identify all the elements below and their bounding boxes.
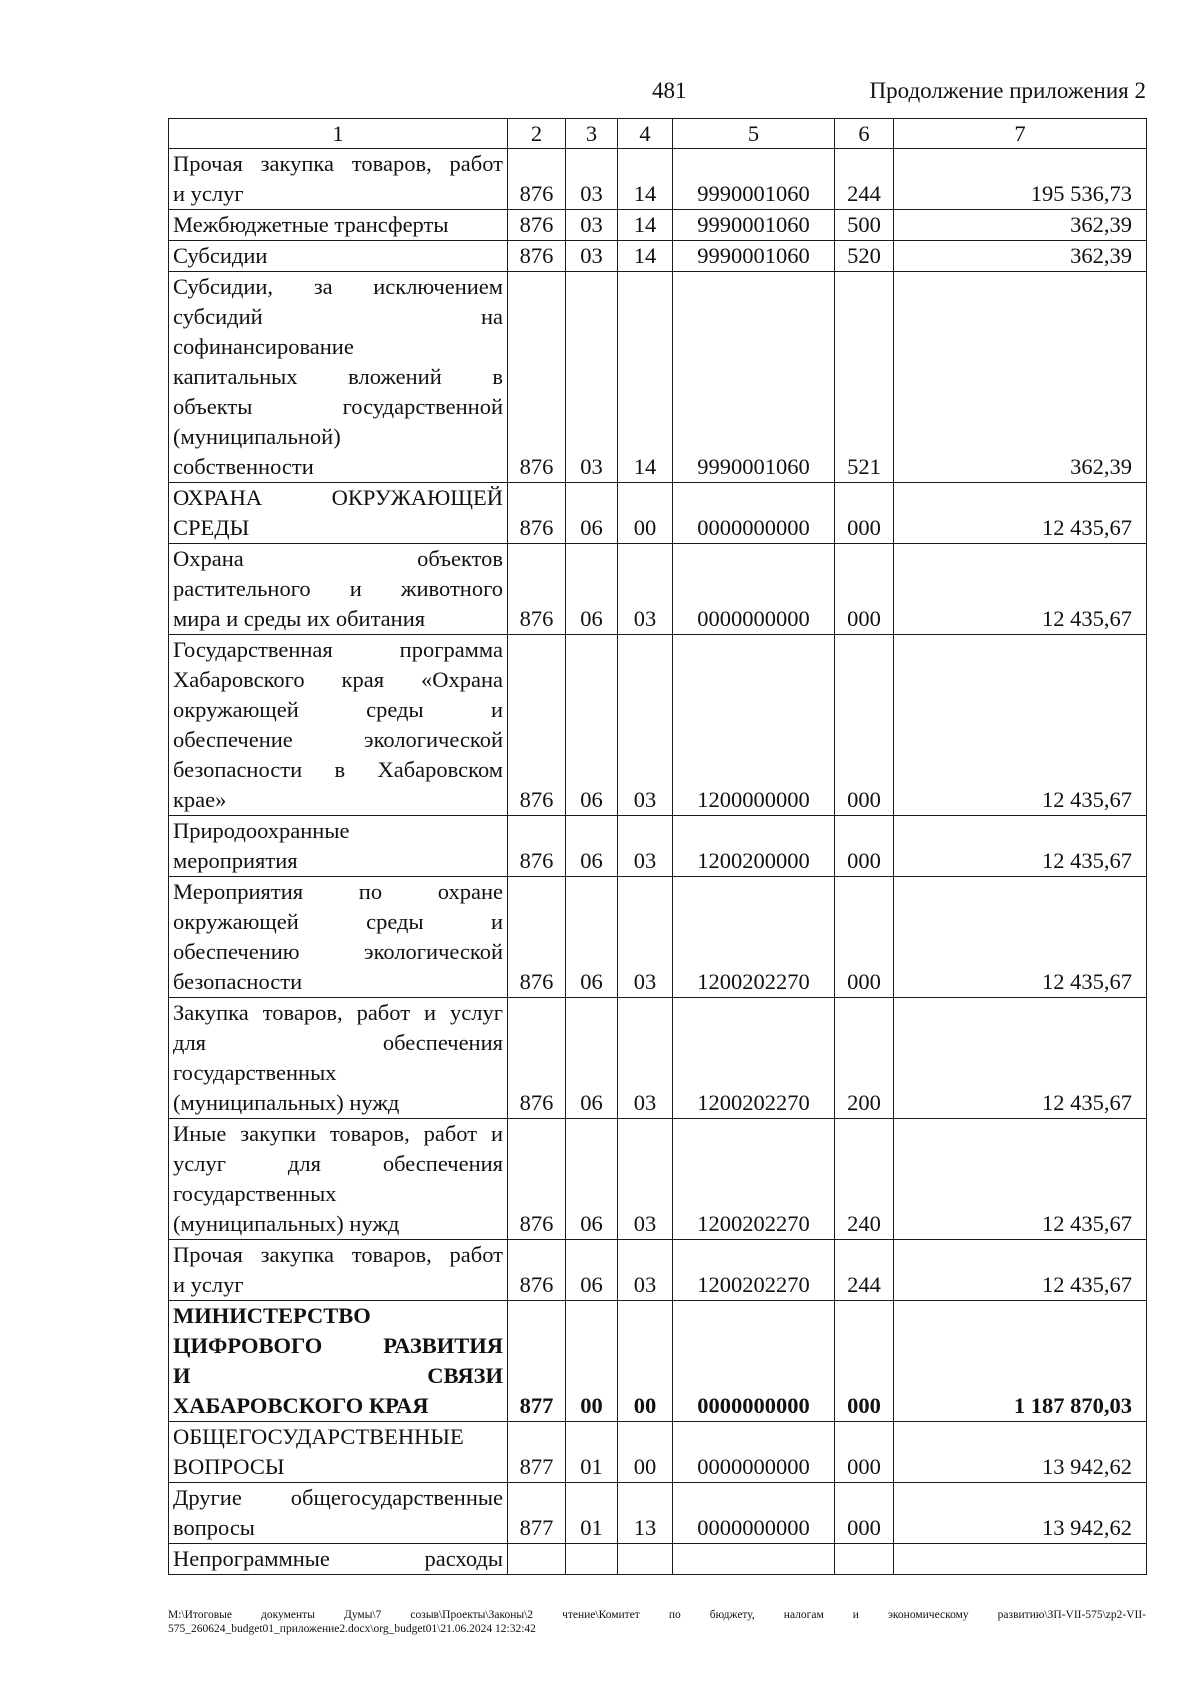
- target-article-cell: 1200202270: [673, 1119, 835, 1240]
- section-cell: 03: [566, 241, 618, 272]
- expense-type-cell: 500: [835, 210, 894, 241]
- target-article-cell: 9990001060: [673, 210, 835, 241]
- code-admin-cell: 877: [508, 1483, 566, 1544]
- target-article-cell: 0000000000: [673, 544, 835, 635]
- table-row: [169, 1240, 1147, 1301]
- amount-cell: 12 435,67: [894, 877, 1147, 998]
- amount-cell: [894, 1544, 1147, 1575]
- row-name-line: Прочая закупка товаров, работ: [173, 151, 503, 176]
- table-body: [169, 149, 1147, 1575]
- expense-type-cell: 000: [835, 483, 894, 544]
- code-admin-cell: [508, 1544, 566, 1575]
- table-row: [169, 1119, 1147, 1240]
- row-name-cell: [169, 1240, 508, 1301]
- section-cell: 00: [566, 1301, 618, 1422]
- target-article-cell: 1200202270: [673, 998, 835, 1119]
- target-article-cell: 1200000000: [673, 635, 835, 816]
- section-cell: 06: [566, 544, 618, 635]
- subsection-cell: 03: [618, 998, 673, 1119]
- row-name-line: мероприятия: [173, 848, 298, 873]
- row-name-line: Прочая закупка товаров, работ: [173, 1242, 503, 1267]
- row-name-line: Иные закупки товаров, работ и: [173, 1121, 503, 1146]
- subsection-cell: 14: [618, 241, 673, 272]
- target-article-cell: 1200202270: [673, 877, 835, 998]
- row-name-cell: [169, 210, 508, 241]
- section-cell: 01: [566, 1422, 618, 1483]
- row-name-line: и услуг: [173, 1272, 244, 1297]
- code-admin-cell: 876: [508, 998, 566, 1119]
- row-name-cell: [169, 544, 508, 635]
- target-article-cell: 1200202270: [673, 1240, 835, 1301]
- subsection-cell: 00: [618, 1422, 673, 1483]
- row-name-line: ОХРАНА ОКРУЖАЮЩЕЙ: [173, 485, 503, 510]
- code-admin-cell: 876: [508, 272, 566, 483]
- row-name-line: (муниципальных) нужд: [173, 1090, 400, 1115]
- row-name-line: для обеспечения: [173, 1030, 503, 1055]
- section-cell: 03: [566, 210, 618, 241]
- expense-type-cell: 244: [835, 1240, 894, 1301]
- expense-type-cell: [835, 1544, 894, 1575]
- expense-type-cell: 000: [835, 635, 894, 816]
- section-cell: 03: [566, 149, 618, 210]
- subsection-cell: 03: [618, 1240, 673, 1301]
- row-name-cell: [169, 635, 508, 816]
- column-header: 6: [835, 119, 894, 149]
- table-row: [169, 816, 1147, 877]
- code-admin-cell: 876: [508, 149, 566, 210]
- target-article-cell: 9990001060: [673, 272, 835, 483]
- continuation-caption: Продолжение приложения 2: [869, 78, 1146, 103]
- row-name-line: обеспечение экологической: [173, 727, 503, 752]
- amount-cell: 12 435,67: [894, 635, 1147, 816]
- amount-cell: 195 536,73: [894, 149, 1147, 210]
- amount-cell: 12 435,67: [894, 483, 1147, 544]
- table-row: [169, 272, 1147, 483]
- row-name-line: обеспечению экологической: [173, 939, 503, 964]
- row-name-line: Хабаровского края «Охрана: [173, 667, 503, 692]
- expense-type-cell: 240: [835, 1119, 894, 1240]
- section-cell: 06: [566, 1240, 618, 1301]
- code-admin-cell: 876: [508, 1119, 566, 1240]
- row-name-line: ВОПРОСЫ: [173, 1454, 285, 1479]
- target-article-cell: 9990001060: [673, 149, 835, 210]
- section-cell: 06: [566, 483, 618, 544]
- expense-type-cell: 000: [835, 1301, 894, 1422]
- amount-cell: 362,39: [894, 272, 1147, 483]
- row-name-cell: [169, 1483, 508, 1544]
- row-name-line: Межбюджетные трансферты: [173, 212, 449, 237]
- row-name-line: Непрограммные расходы: [173, 1546, 503, 1571]
- target-article-cell: 0000000000: [673, 483, 835, 544]
- amount-cell: 1 187 870,03: [894, 1301, 1147, 1422]
- row-name-line: Субсидии, за исключением: [173, 274, 503, 299]
- table-row: [169, 877, 1147, 998]
- row-name-line: Другие общегосударственные: [173, 1485, 503, 1510]
- table-row: [169, 998, 1147, 1119]
- row-name-line: окружающей среды и: [173, 909, 503, 934]
- row-name-cell: [169, 1544, 508, 1575]
- row-name-line: государственных: [173, 1181, 337, 1206]
- row-name-line: вопросы: [173, 1515, 255, 1540]
- row-name-line: ОБЩЕГОСУДАРСТВЕННЫЕ: [173, 1424, 464, 1449]
- row-name-cell: [169, 998, 508, 1119]
- row-name-line: мира и среды их обитания: [173, 606, 426, 631]
- row-name-line: собственности: [173, 454, 314, 479]
- expense-type-cell: 000: [835, 1483, 894, 1544]
- target-article-cell: [673, 1544, 835, 1575]
- code-admin-cell: 877: [508, 1301, 566, 1422]
- row-name-cell: [169, 149, 508, 210]
- row-name-line: объекты государственной: [173, 394, 503, 419]
- target-article-cell: 0000000000: [673, 1483, 835, 1544]
- section-cell: 06: [566, 1119, 618, 1240]
- row-name-line: Государственная программа: [173, 637, 503, 662]
- subsection-cell: 03: [618, 877, 673, 998]
- code-admin-cell: 876: [508, 210, 566, 241]
- amount-cell: 12 435,67: [894, 1240, 1147, 1301]
- subsection-cell: 03: [618, 816, 673, 877]
- section-cell: 01: [566, 1483, 618, 1544]
- row-name-line: Закупка товаров, работ и услуг: [173, 1000, 503, 1025]
- table-row: [169, 241, 1147, 272]
- column-header: 2: [508, 119, 566, 149]
- table-row: [169, 1544, 1147, 1575]
- expense-type-cell: 000: [835, 1422, 894, 1483]
- row-name-line: государственных: [173, 1060, 337, 1085]
- row-name-line: ЦИФРОВОГО РАЗВИТИЯ: [173, 1333, 503, 1358]
- section-cell: 06: [566, 877, 618, 998]
- table-row: [169, 1422, 1147, 1483]
- row-name-line: окружающей среды и: [173, 697, 503, 722]
- subsection-cell: 14: [618, 149, 673, 210]
- amount-cell: 13 942,62: [894, 1483, 1147, 1544]
- row-name-line: ХАБАРОВСКОГО КРАЯ: [173, 1393, 429, 1418]
- section-cell: 06: [566, 816, 618, 877]
- target-article-cell: 0000000000: [673, 1422, 835, 1483]
- row-name-cell: [169, 1119, 508, 1240]
- code-admin-cell: 876: [508, 877, 566, 998]
- row-name-line: и услуг: [173, 181, 244, 206]
- subsection-cell: 03: [618, 635, 673, 816]
- table-row: [169, 483, 1147, 544]
- row-name-line: (муниципальных) нужд: [173, 1211, 400, 1236]
- amount-cell: 12 435,67: [894, 544, 1147, 635]
- row-name-cell: [169, 483, 508, 544]
- target-article-cell: 0000000000: [673, 1301, 835, 1422]
- subsection-cell: 03: [618, 1119, 673, 1240]
- table-row: [169, 635, 1147, 816]
- row-name-line: растительного и животного: [173, 576, 503, 601]
- amount-cell: 362,39: [894, 210, 1147, 241]
- row-name-cell: [169, 1422, 508, 1483]
- row-name-line: крае»: [173, 787, 227, 812]
- table-row: [169, 1483, 1147, 1544]
- expense-type-cell: 200: [835, 998, 894, 1119]
- column-header: 5: [673, 119, 835, 149]
- row-name-line: (муниципальной): [173, 424, 341, 449]
- subsection-cell: 00: [618, 483, 673, 544]
- budget-table: [168, 118, 1147, 1575]
- code-admin-cell: 876: [508, 544, 566, 635]
- code-admin-cell: 876: [508, 483, 566, 544]
- section-cell: [566, 1544, 618, 1575]
- code-admin-cell: 876: [508, 816, 566, 877]
- code-admin-cell: 877: [508, 1422, 566, 1483]
- subsection-cell: 14: [618, 210, 673, 241]
- code-admin-cell: 876: [508, 1240, 566, 1301]
- table-header: [169, 119, 1147, 149]
- expense-type-cell: 000: [835, 544, 894, 635]
- subsection-cell: 14: [618, 272, 673, 483]
- table-row: [169, 1301, 1147, 1422]
- row-name-line: Охрана объектов: [173, 546, 503, 571]
- table-row: [169, 210, 1147, 241]
- target-article-cell: 1200200000: [673, 816, 835, 877]
- expense-type-cell: 000: [835, 816, 894, 877]
- row-name-cell: [169, 241, 508, 272]
- amount-cell: 12 435,67: [894, 1119, 1147, 1240]
- expense-type-cell: 521: [835, 272, 894, 483]
- row-name-line: субсидий на: [173, 304, 503, 329]
- column-header: 1: [169, 119, 508, 149]
- page-number: 481: [652, 78, 687, 103]
- column-header: 3: [566, 119, 618, 149]
- subsection-cell: [618, 1544, 673, 1575]
- row-name-line: Субсидии: [173, 243, 268, 268]
- table-row: [169, 149, 1147, 210]
- row-name-cell: [169, 1301, 508, 1422]
- subsection-cell: 00: [618, 1301, 673, 1422]
- row-name-line: Природоохранные: [173, 818, 350, 843]
- subsection-cell: 13: [618, 1483, 673, 1544]
- amount-cell: 362,39: [894, 241, 1147, 272]
- section-cell: 06: [566, 998, 618, 1119]
- column-header: 4: [618, 119, 673, 149]
- column-header: 7: [894, 119, 1147, 149]
- section-cell: 06: [566, 635, 618, 816]
- row-name-cell: [169, 816, 508, 877]
- row-name-line: Мероприятия по охране: [173, 879, 503, 904]
- row-name-line: СРЕДЫ: [173, 515, 250, 540]
- expense-type-cell: 000: [835, 877, 894, 998]
- expense-type-cell: 244: [835, 149, 894, 210]
- file-path-footer: M:\Итоговые документы Думы\7 созыв\Проекты\Законы\2 чтение\Комитет по бюджету, налогам и экономическому развитию\ЗП-VII-575\zp2-VII-575_260624_budget01_приложение2.docx\org_budget01\21.06.2024 12:32:42: [168, 1609, 1146, 1635]
- code-admin-cell: 876: [508, 241, 566, 272]
- row-name-line: услуг для обеспечения: [173, 1151, 503, 1176]
- row-name-line: софинансирование: [173, 334, 354, 359]
- row-name-line: безопасности в Хабаровском: [173, 757, 503, 782]
- target-article-cell: 9990001060: [673, 241, 835, 272]
- header-row: [169, 119, 1147, 149]
- row-name-cell: [169, 877, 508, 998]
- expense-type-cell: 520: [835, 241, 894, 272]
- row-name-line: капитальных вложений в: [173, 364, 503, 389]
- code-admin-cell: 876: [508, 635, 566, 816]
- amount-cell: 13 942,62: [894, 1422, 1147, 1483]
- row-name-cell: [169, 272, 508, 483]
- table-row: [169, 544, 1147, 635]
- row-name-line: МИНИСТЕРСТВО: [173, 1303, 371, 1328]
- amount-cell: 12 435,67: [894, 998, 1147, 1119]
- row-name-line: И СВЯЗИ: [173, 1363, 503, 1388]
- amount-cell: 12 435,67: [894, 816, 1147, 877]
- subsection-cell: 03: [618, 544, 673, 635]
- section-cell: 03: [566, 272, 618, 483]
- row-name-line: безопасности: [173, 969, 303, 994]
